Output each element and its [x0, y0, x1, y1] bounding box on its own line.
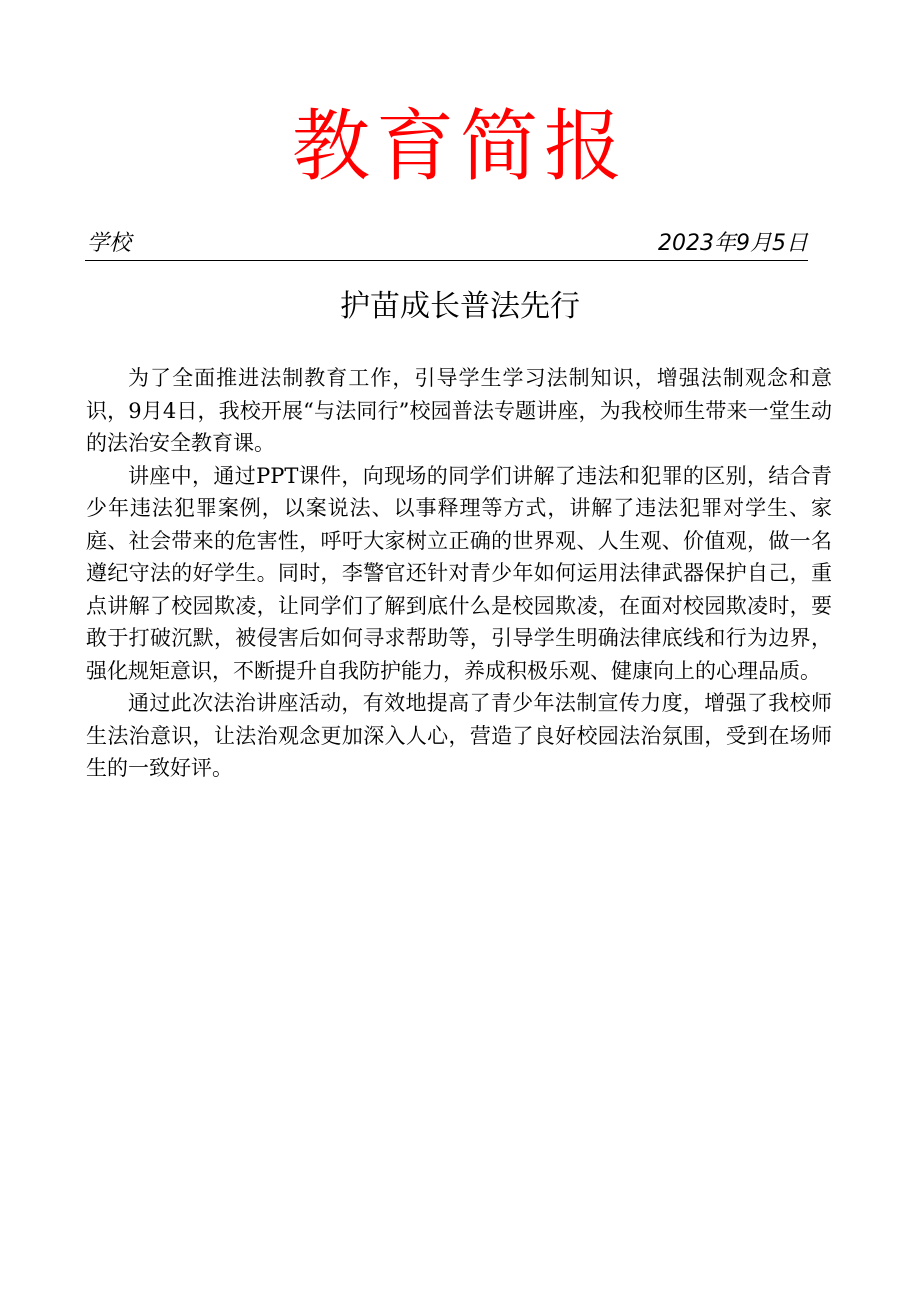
issue-date: 2023年9月5日: [658, 231, 808, 256]
info-row: [85, 228, 808, 261]
article-paragraph: 通过此次法治讲座活动，有效地提高了青少年法制宣传力度，增强了我校师生法治意识，让法治观念更加深入人心，营造了良好校园法治氛围，受到在场师生的一致好评。: [86, 691, 832, 780]
school-label: 学校: [87, 231, 132, 256]
article-headline: 护苗成长普法先行: [340, 289, 580, 324]
article-body: [86, 362, 832, 785]
article-paragraph: 讲座中，通过PPT课件，向现场的同学们讲解了违法和犯罪的区别，结合青少年违法犯罪案例，以案说法、以事释理等方式，讲解了违法犯罪对学生、家庭、社会带来的危害性，呼吁大家树立正确的世界观、人生观、价值观，做一名遵纪守法的好学生。同时，李警官还针对青少年如何运用法律武器保护自己，重点讲解了校园欺凌，让同学们了解到底什么是校园欺凌，在面对校园欺凌时，要敢于打破沉默，被侵害后如何寻求帮助等，引导学生明确法律底线和行为边界，强化规矩意识，不断提升自我防护能力，养成积极乐观、健康向上的心理品质。: [86, 463, 832, 683]
article-paragraph: 为了全面推进法制教育工作，引导学生学习法制知识，增强法制观念和意识，9月4日，我校开展“与法同行”校园普法专题讲座，为我校师生带来一堂生动的法治安全教育课。: [86, 366, 832, 455]
newsletter-masthead: 教育简报: [291, 102, 628, 192]
